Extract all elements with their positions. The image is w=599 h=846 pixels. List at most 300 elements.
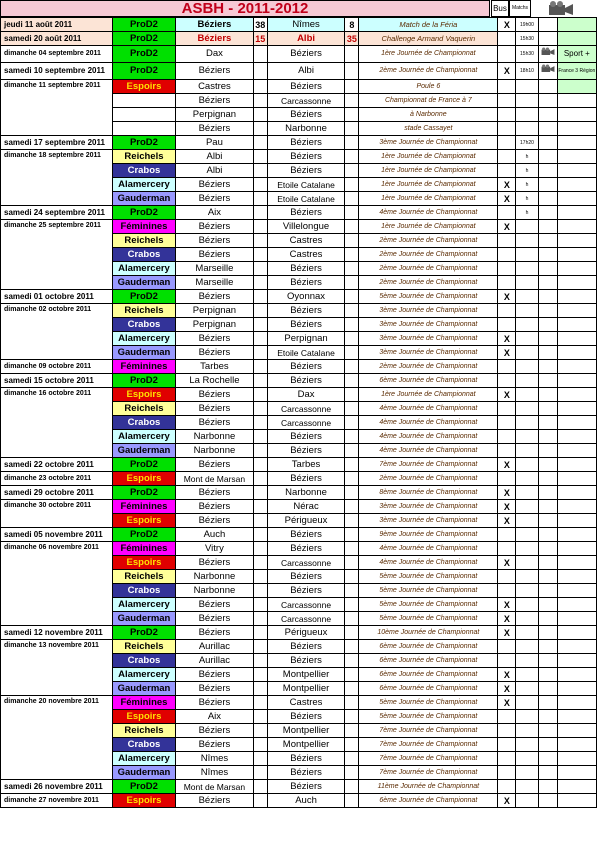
away-score xyxy=(345,262,359,276)
away-score xyxy=(345,234,359,248)
team-category: ProD2 xyxy=(112,32,175,46)
match-time xyxy=(516,402,538,416)
team-category: ProD2 xyxy=(112,780,175,794)
team-category: Reichels xyxy=(112,402,175,416)
match-note: 6ème Journée de Championnat xyxy=(359,640,498,654)
home-team: Béziers xyxy=(176,94,254,108)
away-team: Béziers xyxy=(267,528,345,542)
home-team: Vitry xyxy=(176,542,254,556)
schedule-row xyxy=(1,32,597,46)
bus-mark: X xyxy=(498,668,516,682)
match-time xyxy=(516,486,538,500)
tv-cell xyxy=(538,500,557,514)
away-score xyxy=(345,248,359,262)
team-category: ProD2 xyxy=(112,136,175,150)
away-team: Béziers xyxy=(267,472,345,486)
team-category: Alamercery xyxy=(112,262,175,276)
away-team: Oyonnax xyxy=(267,290,345,304)
team-category: Alamercery xyxy=(112,752,175,766)
home-score xyxy=(253,542,267,556)
bus-mark xyxy=(498,752,516,766)
team-category: Alamercery xyxy=(112,598,175,612)
bus-mark xyxy=(498,360,516,374)
match-time xyxy=(516,290,538,304)
match-date: samedi 22 octobre 2011 xyxy=(1,458,113,472)
team-category: ProD2 xyxy=(112,206,175,220)
home-score xyxy=(253,276,267,290)
home-team: Béziers xyxy=(176,738,254,752)
bus-mark xyxy=(498,318,516,332)
bus-mark: X xyxy=(498,458,516,472)
home-team: Béziers xyxy=(176,346,254,360)
tv-cell xyxy=(538,654,557,668)
team-category: ProD2 xyxy=(112,290,175,304)
home-score xyxy=(253,444,267,458)
match-time xyxy=(516,80,538,94)
match-note: 5ème Journée de Championnat xyxy=(359,570,498,584)
extra-cell xyxy=(557,360,596,374)
bus-mark xyxy=(498,738,516,752)
team-category: Gauderman xyxy=(112,682,175,696)
match-note: 4ème Journée de Championnat xyxy=(359,402,498,416)
team-category: Espoirs xyxy=(112,710,175,724)
away-score xyxy=(345,192,359,206)
extra-cell xyxy=(557,304,596,318)
home-team: Béziers xyxy=(176,612,254,626)
schedule-row xyxy=(1,374,597,388)
extra-cell xyxy=(557,136,596,150)
match-time xyxy=(516,94,538,108)
match-time: h xyxy=(516,164,538,178)
team-category: ProD2 xyxy=(112,374,175,388)
extra-cell xyxy=(557,164,596,178)
bus-mark xyxy=(498,654,516,668)
team-category xyxy=(112,122,175,136)
away-score xyxy=(345,542,359,556)
extra-cell xyxy=(557,696,596,710)
away-team: Béziers xyxy=(267,710,345,724)
tv-cell xyxy=(538,360,557,374)
home-score xyxy=(253,46,267,63)
home-score xyxy=(253,374,267,388)
match-date: samedi 24 septembre 2011 xyxy=(1,206,113,220)
team-category: Crabos xyxy=(112,416,175,430)
away-team: Béziers xyxy=(267,654,345,668)
extra-cell xyxy=(557,290,596,304)
match-time xyxy=(516,304,538,318)
home-team: Béziers xyxy=(176,556,254,570)
match-time xyxy=(516,122,538,136)
extra-cell xyxy=(557,472,596,486)
tv-cell xyxy=(538,318,557,332)
away-score xyxy=(345,304,359,318)
away-team: Béziers xyxy=(267,108,345,122)
match-date: dimanche 25 septembre 2011 xyxy=(1,220,113,290)
match-date: dimanche 04 septembre 2011 xyxy=(1,46,113,63)
tv-cell xyxy=(538,206,557,220)
away-team: Béziers xyxy=(267,136,345,150)
match-time xyxy=(516,570,538,584)
team-category: Reichels xyxy=(112,150,175,164)
bus-mark xyxy=(498,724,516,738)
schedule-row xyxy=(1,500,597,514)
tv-cell xyxy=(538,18,557,32)
tv-cell xyxy=(538,514,557,528)
home-score xyxy=(253,416,267,430)
tv-cell xyxy=(538,192,557,206)
away-team: Narbonne xyxy=(267,122,345,136)
extra-cell xyxy=(557,262,596,276)
home-team: Béziers xyxy=(176,234,254,248)
tv-cell xyxy=(538,668,557,682)
match-time xyxy=(516,500,538,514)
tv-cell xyxy=(538,178,557,192)
home-team: Béziers xyxy=(176,724,254,738)
home-score xyxy=(253,640,267,654)
away-score xyxy=(345,696,359,710)
match-time: 15h30 xyxy=(516,32,538,46)
bus-mark xyxy=(498,304,516,318)
home-score xyxy=(253,80,267,94)
schedule-row xyxy=(1,18,597,32)
away-score xyxy=(345,654,359,668)
away-score xyxy=(345,206,359,220)
home-team: Tarbes xyxy=(176,360,254,374)
schedule-row xyxy=(1,220,597,234)
extra-cell xyxy=(557,192,596,206)
match-note: 2ème Journée de Championnat xyxy=(359,248,498,262)
team-category: Alamercery xyxy=(112,332,175,346)
tv-cell xyxy=(538,640,557,654)
match-note: 4ème Journée de Championnat xyxy=(359,416,498,430)
bus-mark xyxy=(498,164,516,178)
match-note: Challenge Armand Vaquerin xyxy=(359,32,498,46)
match-note: 1ère Journée de Championnat xyxy=(359,192,498,206)
extra-cell xyxy=(557,682,596,696)
match-time xyxy=(516,220,538,234)
extra-cell xyxy=(557,556,596,570)
team-category: Crabos xyxy=(112,318,175,332)
away-team: Castres xyxy=(267,696,345,710)
home-score xyxy=(253,458,267,472)
bus-mark xyxy=(498,276,516,290)
home-team: Perpignan xyxy=(176,108,254,122)
match-note: 5ème Journée de Championnat xyxy=(359,290,498,304)
match-date: dimanche 02 octobre 2011 xyxy=(1,304,113,360)
extra-cell xyxy=(557,486,596,500)
schedule-row xyxy=(1,458,597,472)
bus-mark: X xyxy=(498,556,516,570)
schedule-row xyxy=(1,360,597,374)
extra-cell xyxy=(557,122,596,136)
team-category: Reichels xyxy=(112,640,175,654)
bus-mark: X xyxy=(498,598,516,612)
tv-cell xyxy=(538,752,557,766)
away-team: Perpignan xyxy=(267,332,345,346)
tv-cell xyxy=(538,80,557,94)
schedule-row xyxy=(1,136,597,150)
tv-cell xyxy=(538,402,557,416)
home-team: Béziers xyxy=(176,18,254,32)
tv-cell xyxy=(538,458,557,472)
home-score xyxy=(253,500,267,514)
away-team: Albi xyxy=(267,63,345,80)
match-date: dimanche 16 octobre 2011 xyxy=(1,388,113,458)
home-score xyxy=(253,570,267,584)
home-team: Béziers xyxy=(176,332,254,346)
match-date: samedi 26 novembre 2011 xyxy=(1,780,113,794)
schedule-row xyxy=(1,486,597,500)
team-category: ProD2 xyxy=(112,46,175,63)
match-time xyxy=(516,528,538,542)
extra-cell xyxy=(557,108,596,122)
away-score xyxy=(345,514,359,528)
tv-cell xyxy=(538,388,557,402)
home-team: Béziers xyxy=(176,388,254,402)
extra-cell xyxy=(557,150,596,164)
home-score: 15 xyxy=(253,32,267,46)
home-team: Nîmes xyxy=(176,766,254,780)
team-category: Alamercery xyxy=(112,178,175,192)
home-score xyxy=(253,388,267,402)
match-time xyxy=(516,374,538,388)
tv-cell xyxy=(538,150,557,164)
home-score xyxy=(253,668,267,682)
bus-mark xyxy=(498,122,516,136)
team-category: Crabos xyxy=(112,248,175,262)
tv-cell xyxy=(538,430,557,444)
away-score xyxy=(345,220,359,234)
match-note: 10ème Journée de Championnat xyxy=(359,626,498,640)
home-score xyxy=(253,290,267,304)
match-note: 5ème Journée de Championnat xyxy=(359,584,498,598)
bus-mark xyxy=(498,46,516,63)
bus-mark xyxy=(498,766,516,780)
home-team: Béziers xyxy=(176,32,254,46)
home-team: Dax xyxy=(176,46,254,63)
extra-cell xyxy=(557,542,596,556)
match-time xyxy=(516,682,538,696)
tv-cell xyxy=(538,32,557,46)
bus-mark xyxy=(498,528,516,542)
match-time xyxy=(516,794,538,808)
away-score xyxy=(345,710,359,724)
home-score xyxy=(253,94,267,108)
away-team: Villelongue xyxy=(267,220,345,234)
away-team: Montpellier xyxy=(267,682,345,696)
team-category: ProD2 xyxy=(112,458,175,472)
bus-mark xyxy=(498,234,516,248)
tv-cell xyxy=(538,682,557,696)
extra-cell xyxy=(557,710,596,724)
match-time: h xyxy=(516,178,538,192)
match-time xyxy=(516,654,538,668)
match-note: 6ème Journée de Championnat xyxy=(359,682,498,696)
team-category: ProD2 xyxy=(112,626,175,640)
home-team: Béziers xyxy=(176,290,254,304)
home-team: Béziers xyxy=(176,794,254,808)
match-time xyxy=(516,248,538,262)
home-score xyxy=(253,486,267,500)
home-score xyxy=(253,682,267,696)
bus-mark: X xyxy=(498,332,516,346)
match-time xyxy=(516,626,538,640)
home-score xyxy=(253,206,267,220)
extra-cell xyxy=(557,724,596,738)
bus-mark: X xyxy=(498,514,516,528)
tv-cell xyxy=(538,556,557,570)
match-note: 3ème Journée de Championnat xyxy=(359,318,498,332)
match-date: dimanche 27 novembre 2011 xyxy=(1,794,113,808)
away-team: Carcassonne xyxy=(267,556,345,570)
away-score xyxy=(345,724,359,738)
away-team: Béziers xyxy=(267,752,345,766)
extra-cell xyxy=(557,388,596,402)
team-category: Espoirs xyxy=(112,388,175,402)
match-time xyxy=(516,318,538,332)
away-score xyxy=(345,752,359,766)
home-team: Béziers xyxy=(176,668,254,682)
match-date: dimanche 09 octobre 2011 xyxy=(1,360,113,374)
tv-cell xyxy=(538,304,557,318)
tv-cell xyxy=(538,542,557,556)
match-time xyxy=(516,598,538,612)
match-note: 1ère Journée de Championnat xyxy=(359,150,498,164)
away-score xyxy=(345,766,359,780)
home-score xyxy=(253,626,267,640)
tv-cell xyxy=(538,220,557,234)
team-category: Crabos xyxy=(112,738,175,752)
match-note: 1ère Journée de Championnat xyxy=(359,178,498,192)
match-note: 5ème Journée de Championnat xyxy=(359,710,498,724)
home-team: Aurillac xyxy=(176,640,254,654)
away-team: Etoile Catalane xyxy=(267,192,345,206)
team-category: Espoirs xyxy=(112,472,175,486)
schedule-table xyxy=(0,17,597,808)
away-score xyxy=(345,794,359,808)
extra-cell xyxy=(557,528,596,542)
team-category: Crabos xyxy=(112,654,175,668)
team-category: Féminines xyxy=(112,500,175,514)
bus-mark xyxy=(498,80,516,94)
match-date: dimanche 20 novembre 2011 xyxy=(1,696,113,780)
home-team: Perpignan xyxy=(176,304,254,318)
away-team: Carcassonne xyxy=(267,598,345,612)
tv-cell xyxy=(538,248,557,262)
schedule-row xyxy=(1,626,597,640)
home-score xyxy=(253,724,267,738)
match-time xyxy=(516,514,538,528)
match-note: 7ème Journée de Championnat xyxy=(359,458,498,472)
away-team: Carcassonne xyxy=(267,612,345,626)
away-team: Béziers xyxy=(267,80,345,94)
home-team: Narbonne xyxy=(176,584,254,598)
extra-cell xyxy=(557,94,596,108)
home-score xyxy=(253,346,267,360)
match-note: 3ème Journée de Championnat xyxy=(359,346,498,360)
match-date: dimanche 06 novembre 2011 xyxy=(1,542,113,626)
home-score: 38 xyxy=(253,18,267,32)
match-note: 1ère Journée de Championnat xyxy=(359,388,498,402)
home-team: Béziers xyxy=(176,178,254,192)
match-note: 7ème Journée de Championnat xyxy=(359,724,498,738)
home-team: Béziers xyxy=(176,122,254,136)
match-time xyxy=(516,332,538,346)
bus-mark xyxy=(498,206,516,220)
match-time xyxy=(516,542,538,556)
bus-mark xyxy=(498,584,516,598)
extra-cell xyxy=(557,654,596,668)
away-score xyxy=(345,164,359,178)
bus-mark xyxy=(498,374,516,388)
match-time xyxy=(516,584,538,598)
away-score xyxy=(345,598,359,612)
extra-cell xyxy=(557,178,596,192)
bus-mark xyxy=(498,542,516,556)
extra-cell xyxy=(557,500,596,514)
team-category: ProD2 xyxy=(112,63,175,80)
home-score xyxy=(253,514,267,528)
extra-cell xyxy=(557,18,596,32)
tv-cell xyxy=(538,444,557,458)
home-score xyxy=(253,122,267,136)
home-score xyxy=(253,150,267,164)
match-note: stade Cassayet xyxy=(359,122,498,136)
schedule-row xyxy=(1,794,597,808)
match-time: h xyxy=(516,206,538,220)
match-time xyxy=(516,430,538,444)
tv-cell xyxy=(538,472,557,486)
bus-mark: X xyxy=(498,682,516,696)
match-note: 3ème Journée de Championnat xyxy=(359,500,498,514)
extra-cell xyxy=(557,444,596,458)
away-score xyxy=(345,63,359,80)
home-score xyxy=(253,360,267,374)
match-note: 2ème Journée de Championnat xyxy=(359,360,498,374)
match-note: 6ème Journée de Championnat xyxy=(359,374,498,388)
extra-cell xyxy=(557,332,596,346)
team-category: Gauderman xyxy=(112,276,175,290)
extra-cell xyxy=(557,80,596,94)
team-category: Reichels xyxy=(112,234,175,248)
home-score xyxy=(253,304,267,318)
away-team: Béziers xyxy=(267,276,345,290)
bus-mark: X xyxy=(498,612,516,626)
away-team: Béziers xyxy=(267,150,345,164)
home-team: Nîmes xyxy=(176,752,254,766)
away-team: Béziers xyxy=(267,304,345,318)
extra-cell xyxy=(557,276,596,290)
match-date: dimanche 13 novembre 2011 xyxy=(1,640,113,696)
schedule-row xyxy=(1,63,597,80)
match-time xyxy=(516,276,538,290)
team-category: Alamercery xyxy=(112,668,175,682)
match-time: h xyxy=(516,192,538,206)
bus-mark: X xyxy=(498,192,516,206)
team-category: Alamercery xyxy=(112,430,175,444)
away-team: Nérac xyxy=(267,500,345,514)
bus-column-header: Bus xyxy=(491,0,509,17)
match-time xyxy=(516,612,538,626)
away-score xyxy=(345,374,359,388)
extra-cell xyxy=(557,794,596,808)
extra-cell xyxy=(557,458,596,472)
away-team: Béziers xyxy=(267,262,345,276)
tv-cell xyxy=(538,164,557,178)
tv-cell xyxy=(538,346,557,360)
match-time xyxy=(516,556,538,570)
extra-cell xyxy=(557,346,596,360)
